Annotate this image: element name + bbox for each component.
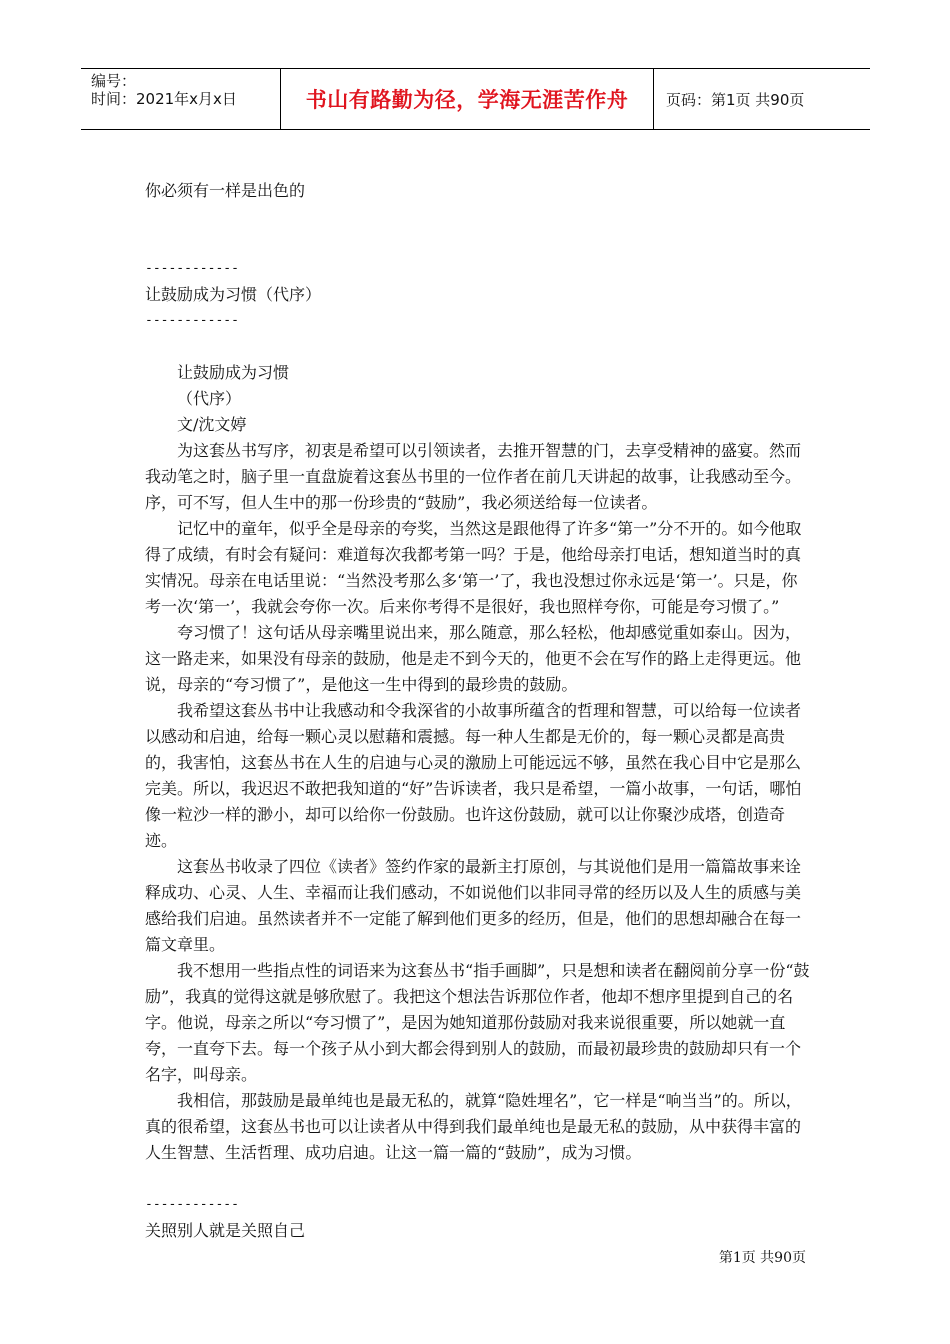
section-title: 让鼓励成为习惯（代序） bbox=[145, 285, 322, 304]
page-footer: 第1页 共90页 bbox=[718, 1250, 806, 1266]
subtitle: 让鼓励成为习惯 bbox=[177, 363, 290, 382]
subtitle-note: （代序） bbox=[177, 389, 242, 408]
separator-line: ------------ bbox=[145, 313, 239, 328]
paragraph: 记忆中的童年，似乎全是母亲的夸奖，当然这是跟他得了许多“第一”分不开的。如今他取得了成绩，有时会有疑问：难道每次我都考第一吗？于是，他给母亲打电话，想知道当时的真实情况。母亲在电话里说：“当然没考那么多‘第一’了，我也没想过你永远是‘第一’。只是，你考一次‘第一’，我就会夸你一次。后来你考得不是很好，我也照样夸你，可能是夸习惯了。” bbox=[145, 519, 802, 616]
separator-line: ------------ bbox=[145, 1197, 239, 1212]
doc-time-label: 时间：2021年x月x日 bbox=[91, 90, 237, 108]
header-page-label: 页码：第1页 共90页 bbox=[666, 90, 805, 109]
author-line: 文/沈文婷 bbox=[177, 415, 247, 434]
header-meta bbox=[81, 69, 281, 129]
separator-line: ------------ bbox=[145, 261, 239, 276]
header-motto: 书山有路勤为径，学海无涯苦作舟 bbox=[281, 69, 654, 129]
page-header bbox=[81, 68, 870, 130]
paragraph: 夸习惯了！这句话从母亲嘴里说出来，那么随意，那么轻松，他却感觉重如泰山。因为，这一路走来，如果没有母亲的鼓励，他是走不到今天的，他更不会在写作的路上走得更远。他说，母亲的“夸习惯了”，是他这一生中得到的最珍贵的鼓励。 bbox=[145, 623, 802, 694]
paragraph: 我不想用一些指点性的词语来为这套丛书“指手画脚”，只是想和读者在翻阅前分享一份“鼓励”，我真的觉得这就是够欣慰了。我把这个想法告诉那位作者，他却不想序里提到自己的名字。他说，母亲之所以“夸习惯了”，是因为她知道那份鼓励对我来说很重要，所以她就一直夸，一直夸下去。每一个孩子从小到大都会得到别人的鼓励，而最初最珍贵的鼓励却只有一个名字，叫母亲。 bbox=[145, 961, 810, 1084]
paragraph: 我希望这套丛书中让我感动和令我深省的小故事所蕴含的哲理和智慧，可以给每一位读者以感动和启迪，给每一颗心灵以慰藉和震撼。每一种人生都是无价的，每一颗心灵都是高贵的，我害怕，这套丛书在人生的启迪与心灵的激励上可能远远不够，虽然在我心目中它是那么完美。所以，我迟迟不敢把我知道的“好”告诉读者，我只是希望，一篇小故事，一句话，哪怕像一粒沙一样的渺小，却可以给你一份鼓励。也许这份鼓励，就可以让你聚沙成塔，创造奇迹。 bbox=[145, 701, 802, 850]
paragraph: 我相信，那鼓励是最单纯也是最无私的，就算“隐姓埋名”，它一样是“响当当”的。所以，真的很希望，这套丛书也可以让读者从中得到我们最单纯也是最无私的鼓励，从中获得丰富的人生智慧、生活哲理、成功启迪。让这一篇一篇的“鼓励”，成为习惯。 bbox=[145, 1091, 802, 1162]
paragraph: 为这套丛书写序，初衷是希望可以引领读者，去推开智慧的门，去享受精神的盛宴。然而我动笔之时，脑子里一直盘旋着这套丛书里的一位作者在前几天讲起的故事，让我感动至今。序，可不写，但人生中的那一份珍贵的“鼓励”，我必须送给每一位读者。 bbox=[145, 441, 802, 512]
section-title: 关照别人就是关照自己 bbox=[145, 1221, 306, 1240]
paragraph: 这套丛书收录了四位《读者》签约作家的最新主打原创，与其说他们是用一篇篇故事来诠释成功、心灵、人生、幸福而让我们感动，不如说他们以非同寻常的经历以及人生的质感与美感给我们启迪。虽然读者并不一定能了解到他们更多的经历，但是，他们的思想却融合在每一篇文章里。 bbox=[145, 857, 802, 954]
document-body bbox=[145, 178, 810, 1244]
doc-number-label: 编号： bbox=[91, 72, 137, 90]
doc-title: 你必须有一样是出色的 bbox=[145, 181, 306, 200]
